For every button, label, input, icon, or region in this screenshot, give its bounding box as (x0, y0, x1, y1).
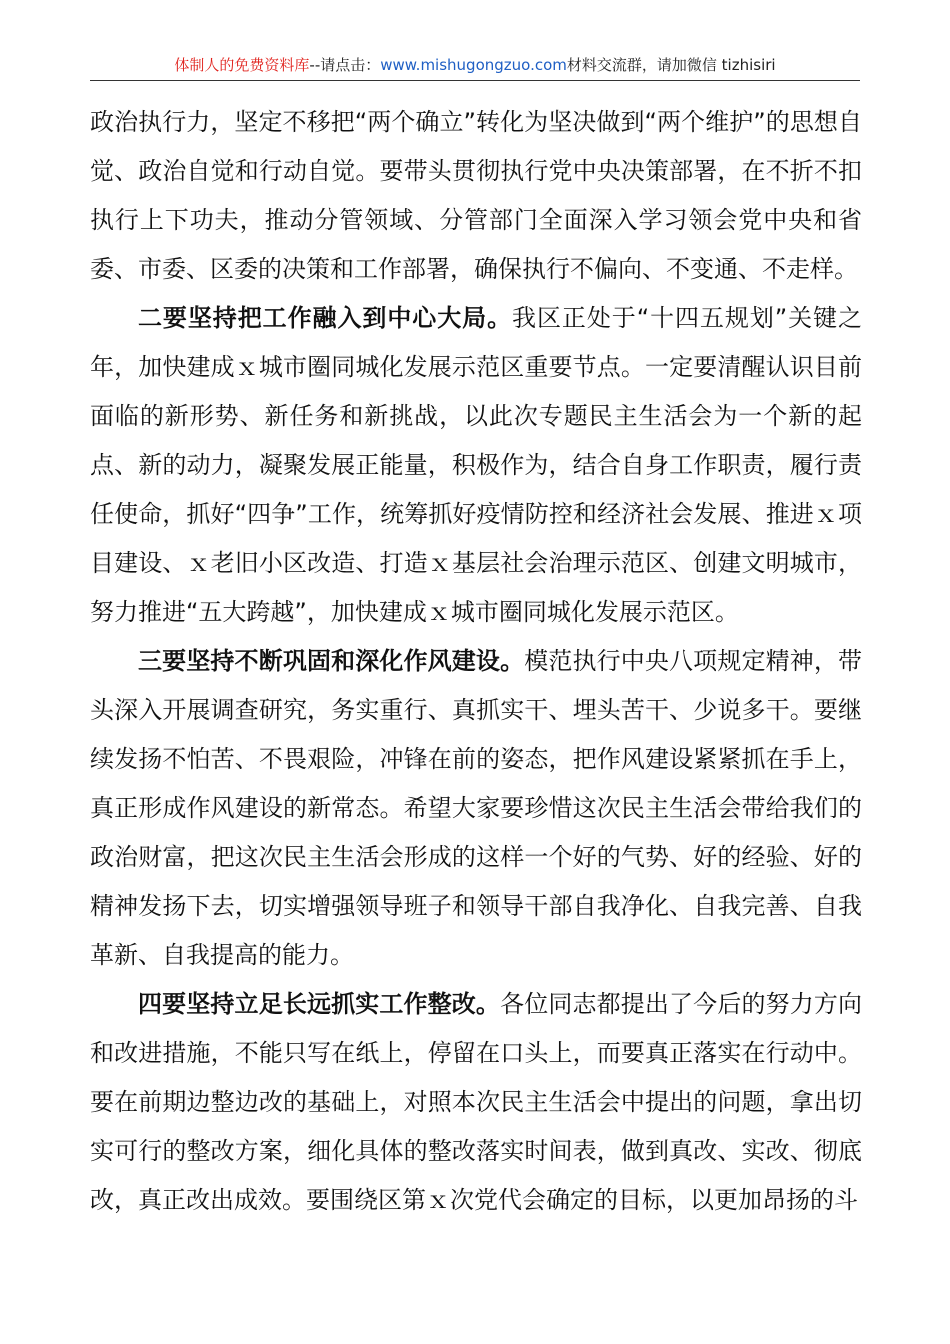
paragraph-lead: 四要坚持立足长远抓实工作整改。 (138, 990, 501, 1018)
header-brand: 体制人的免费资料库 (174, 56, 310, 74)
header-tail: 材料交流群，请加微信 tizhisiri (566, 56, 776, 74)
paragraph-continuation (90, 98, 862, 294)
header-banner (90, 55, 860, 75)
paragraph-lead: 二要坚持把工作融入到中心大局。 (138, 304, 513, 332)
header-divider (90, 80, 860, 81)
document-body (90, 98, 862, 1225)
header-link[interactable]: www.mishugongzuo.com (380, 56, 567, 74)
header-prompt: --请点击： (309, 56, 381, 74)
paragraph-lead: 三要坚持不断巩固和深化作风建设。 (138, 647, 525, 675)
paragraph-point-three (90, 637, 862, 980)
paragraph-text: 政治执行力，坚定不移把“两个确立”转化为坚决做到“两个维护”的思想自觉、政治自觉和行动自觉。要带头贯彻执行党中央决策部署，在不折不扣执行上下功夫，推动分管领域、分管部门全面深入学习领会党中央和省委、市委、区委的决策和工作部署，确保执行不偏向、不变通、不走样。 (90, 108, 862, 283)
paragraph-point-two (90, 294, 862, 637)
paragraph-point-four (90, 980, 862, 1225)
paragraph-text: 我区正处于“十四五规划”关键之年，加快建成ｘ城市圈同城化发展示范区重要节点。一定要清醒认识目前面临的新形势、新任务和新挑战，以此次专题民主生活会为一个新的起点、新的动力，凝聚发展正能量，积极作为，结合自身工作职责，履行责任使命，抓好“四争”工作，统筹抓好疫情防控和经济社会发展、推进ｘ项目建设、ｘ老旧小区改造、打造ｘ基层社会治理示范区、创建文明城市，努力推进“五大跨越”，加快建成ｘ城市圈同城化发展示范区。 (90, 304, 862, 626)
paragraph-text: 模范执行中央八项规定精神，带头深入开展调查研究，务实重行、真抓实干、埋头苦干、少说多干。要继续发扬不怕苦、不畏艰险，冲锋在前的姿态，把作风建设紧紧抓在手上，真正形成作风建设的新常态。希望大家要珍惜这次民主生活会带给我们的政治财富，把这次民主生活会形成的这样一个好的气势、好的经验、好的精神发扬下去，切实增强领导班子和领导干部自我净化、自我完善、自我革新、自我提高的能力。 (90, 647, 863, 969)
paragraph-text: 各位同志都提出了今后的努力方向和改进措施，不能只写在纸上，停留在口头上，而要真正落实在行动中。要在前期边整边改的基础上，对照本次民主生活会中提出的问题，拿出切实可行的整改方案，细化具体的整改落实时间表，做到真改、实改、彻底改，真正改出成效。要围绕区第ｘ次党代会确定的目标，以更加昂扬的斗 (90, 990, 863, 1214)
